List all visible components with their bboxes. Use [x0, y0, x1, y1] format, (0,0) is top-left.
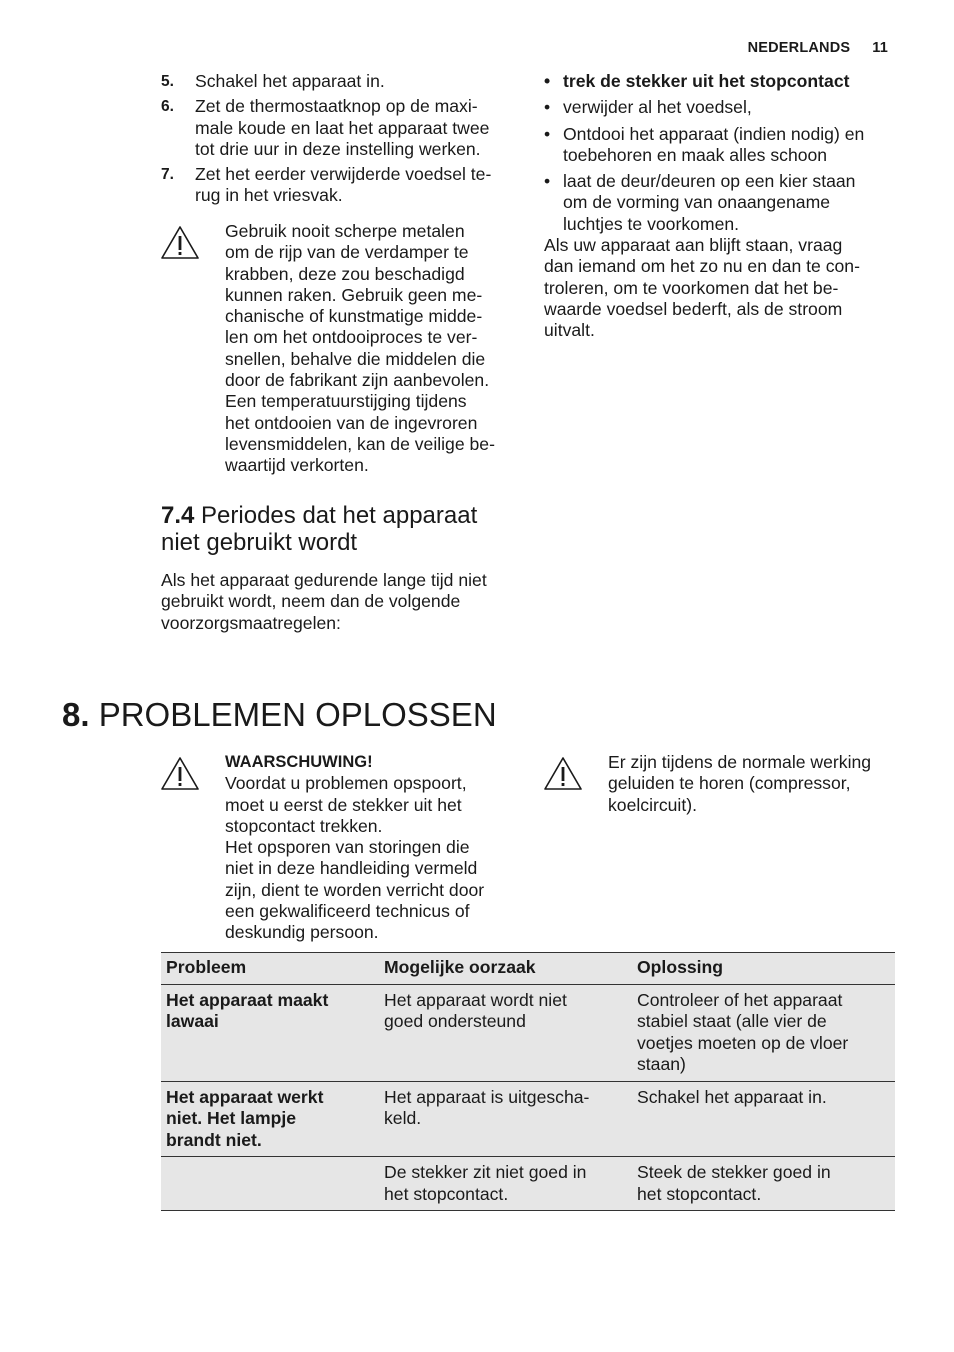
warning-note: Gebruik nooit scherpe metalen om de rijp van de verdamper te krabben, deze zou beschadigd kunnen raken. Gebruik geen me- chanische of kunstmatige midde- len om het ontdooiproces te ver- snellen, behalve die middelen die door de fabrikant zijn aanbevolen. Een temperatuurstijging tijdens het ontdooien van de ingevroren levensmiddelen, kan de veilige be- waartijd verkorten.	[225, 221, 495, 476]
page-header	[748, 38, 888, 59]
step-number: 7.	[161, 166, 174, 184]
section-number: 7.4	[161, 502, 195, 529]
troubleshooting-table	[161, 952, 895, 1211]
warning-text: Voordat u problemen opspoort, moet u eerst de stekker uit het stopcontact trekken. Het opsporen van storingen die niet in deze handleiding vermeld zijn, dient te worden verricht door een gekwalificeerd technicus of deskundig persoon.	[225, 773, 485, 943]
chapter-warning	[225, 752, 520, 944]
list-item: • verwijder al het voedsel,	[544, 97, 889, 118]
list-item: • Ontdooi het apparaat (indien nodig) en toebehoren en maak alles schoon	[544, 124, 889, 167]
solution-cell: Steek de stekker goed in het stopcontact.	[632, 1157, 895, 1211]
noise-note: Er zijn tijdens de normale werking geluiden te horen (compressor, koelcircuit).	[608, 752, 872, 815]
step-text: Zet de thermostaatknop op de maxi- male koude en laat het apparaat twee tot drie uur in deze instelling werken.	[195, 96, 490, 159]
section-title: Periodes dat het apparaat niet gebruikt wordt	[161, 502, 478, 556]
table-row	[161, 1157, 895, 1211]
warning-title: WAARSCHUWING!	[225, 753, 373, 771]
step-text: Schakel het apparaat in.	[195, 71, 385, 91]
solution-cell: Controleer of het apparaat stabiel staat (alle vier de voetjes moeten op de vloer staan)	[632, 984, 895, 1081]
cause-cell: Het apparaat wordt niet goed ondersteund	[379, 984, 632, 1081]
solution-cell: Schakel het apparaat in.	[632, 1081, 895, 1157]
list-item: • trek de stekker uit het stopcontact	[544, 71, 889, 92]
list-item: • laat de deur/deuren op een kier staan om de vorming van onaangename luchtjes te voorkomen.	[544, 171, 889, 235]
right-paragraph: Als uw apparaat aan blijft staan, vraag dan iemand om het zo nu en dan te con- troleren, om te voorkomen dat het be- waarde voedsel bederft, als de stroom uitvalt.	[544, 235, 860, 341]
table-header-row	[161, 953, 895, 985]
step-item	[161, 71, 513, 92]
step-number: 5.	[161, 73, 174, 90]
warning-triangle-icon	[160, 225, 200, 261]
column-header-cause: Mogelijke oorzaak	[379, 953, 632, 985]
precaution-list	[544, 71, 889, 235]
numbered-steps	[161, 71, 513, 211]
chapter-title: PROBLEMEN OPLOSSEN	[98, 696, 497, 733]
column-header-solution: Oplossing	[632, 953, 895, 985]
warning-triangle-icon	[543, 756, 583, 792]
step-item	[161, 164, 513, 207]
table-row	[161, 984, 895, 1081]
step-text: Zet het eerder verwijderde voedsel te- rug in het vriesvak.	[195, 164, 492, 206]
header-language: NEDERLANDS	[747, 40, 851, 56]
section-heading	[161, 502, 521, 556]
cause-cell: Het apparaat is uitgescha- keld.	[379, 1081, 632, 1157]
chapter-number: 8.	[62, 696, 90, 733]
warning-triangle-icon	[160, 756, 200, 792]
page-number: 11	[872, 40, 888, 56]
problem-cell: Het apparaat maakt lawaai	[161, 984, 379, 1081]
problem-cell: Het apparaat werkt niet. Het lampje brandt niet.	[161, 1081, 379, 1157]
section-intro: Als het apparaat gedurende lange tijd niet gebruikt wordt, neem dan de volgende voorzorgsmaatregelen:	[161, 570, 487, 633]
cause-cell: De stekker zit niet goed in het stopcontact.	[379, 1157, 632, 1211]
problem-cell	[161, 1157, 379, 1211]
step-number: 6.	[161, 98, 174, 116]
table-row	[161, 1081, 895, 1157]
column-header-problem: Probleem	[161, 953, 379, 985]
step-item	[161, 96, 513, 160]
chapter-heading	[62, 696, 497, 734]
